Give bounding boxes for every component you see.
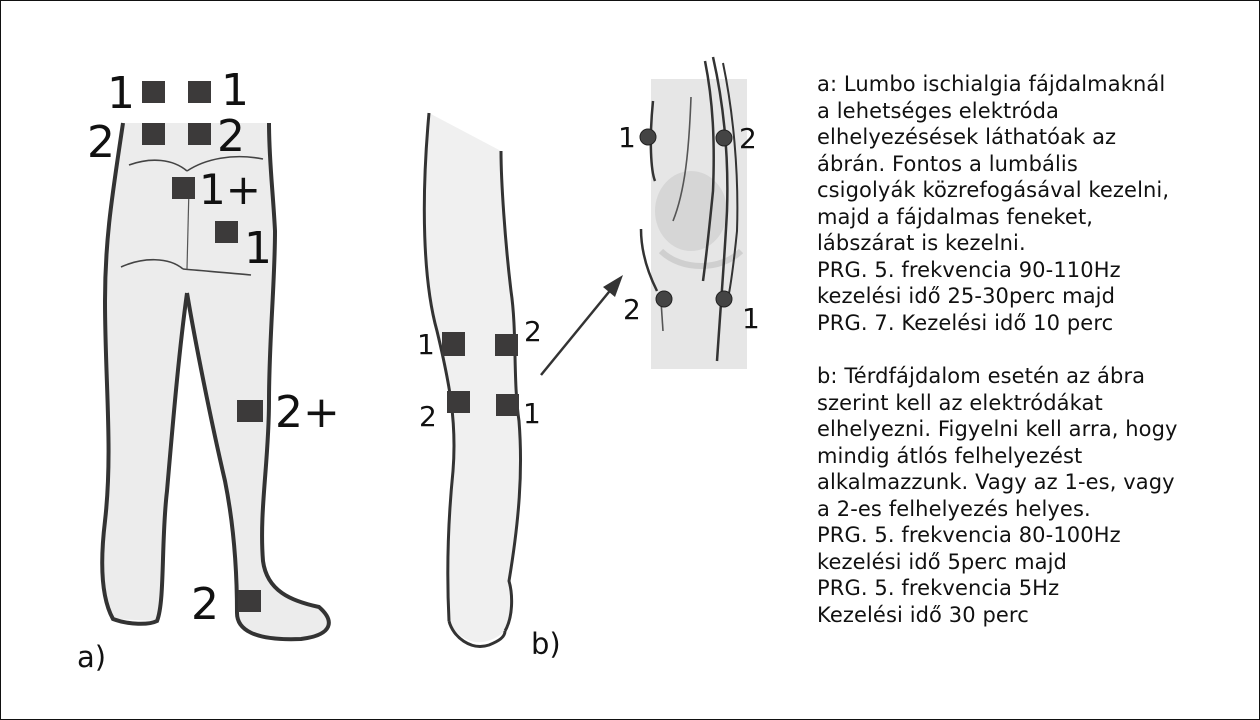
marker-label-a: 2+ <box>275 387 340 438</box>
text-line: alkalmazzunk. Vagy az 1-es, vagy <box>817 470 1175 494</box>
figure-b-leg <box>417 113 623 661</box>
knee-detail <box>618 57 760 369</box>
electrode-dot-k3 <box>656 291 672 307</box>
text-line: kezelési idő 25-30perc majd <box>817 284 1116 308</box>
electrode-pad-a2 <box>188 81 211 103</box>
text-line: a lehetséges elektróda <box>817 98 1059 123</box>
marker-label-knee: 2 <box>623 293 641 326</box>
marker-label-a: 1 <box>107 68 135 119</box>
marker-label-a: 2 <box>217 111 245 162</box>
text-line: lábszárat is kezelni. <box>817 231 1026 255</box>
electrode-pad-b3 <box>447 391 470 413</box>
text-line: mindig átlós felhelyezést <box>817 443 1083 468</box>
electrode-pad-a7 <box>237 400 263 422</box>
text-line: kezelési idő 5perc majd <box>817 549 1067 574</box>
electrode-pad-a1 <box>142 81 165 103</box>
text-line: elhelyezni. Figyelni kell arra, hogy <box>817 417 1178 441</box>
marker-label-b: 2 <box>419 400 437 433</box>
electrode-pad-b2 <box>495 334 518 356</box>
marker-label-b: 2 <box>524 315 542 348</box>
leg-b-shading <box>424 113 520 642</box>
electrode-pad-a4 <box>188 123 211 145</box>
electrode-dot-k4 <box>716 291 732 307</box>
electrode-dot-k2 <box>716 130 732 146</box>
text-line: a 2-es felhelyezés helyes. <box>817 496 1091 521</box>
electrode-pad-b4 <box>496 394 519 416</box>
marker-label-a: 2 <box>87 117 115 168</box>
marker-label-a: 1+ <box>199 165 261 214</box>
electrode-dot-k1 <box>640 129 656 145</box>
text-line: PRG. 5. frekvencia 80-100Hz <box>817 523 1121 547</box>
figure-a-legs <box>77 65 340 674</box>
marker-label-a: 1 <box>221 65 249 116</box>
marker-label-b: 1 <box>523 397 541 430</box>
electrode-pad-a3 <box>142 123 165 145</box>
description-text <box>817 71 1247 628</box>
panel-label-b: b) <box>531 627 561 661</box>
marker-label-knee: 1 <box>742 302 760 335</box>
marker-label-knee: 1 <box>618 121 636 154</box>
text-line: szerint kell az elektródákat <box>817 390 1103 415</box>
marker-label-a: 1 <box>244 223 272 274</box>
marker-label-a: 2 <box>191 579 219 630</box>
zoom-arrow <box>541 287 613 375</box>
electrode-pad-a5 <box>172 177 195 199</box>
electrode-pad-a6 <box>215 221 238 243</box>
marker-label-knee: 2 <box>739 122 757 155</box>
panel-label-a: a) <box>77 640 107 674</box>
text-line: ábrán. Fontos a lumbális <box>817 151 1078 176</box>
electrode-pad-a8 <box>238 590 261 612</box>
text-line: PRG. 7. Kezelési idő 10 perc <box>817 310 1114 335</box>
marker-label-b: 1 <box>417 328 435 361</box>
text-line: Kezelési idő 30 perc <box>817 602 1029 627</box>
paragraph-a <box>817 71 1247 336</box>
text-line: csigolyák közrefogásával kezelni, <box>817 178 1170 202</box>
text-line: a: Lumbo ischialgia fájdalmaknál <box>817 72 1166 96</box>
paragraph-gap <box>817 336 1247 363</box>
text-line: b: Térdfájdalom esetén az ábra <box>817 364 1146 388</box>
text-line: PRG. 5. frekvencia 5Hz <box>817 576 1060 600</box>
text-line: PRG. 5. frekvencia 90-110Hz <box>817 257 1121 282</box>
electrode-pad-b1 <box>442 332 465 356</box>
text-line: majd a fájdalmas feneket, <box>817 204 1094 229</box>
paragraph-b <box>817 363 1247 628</box>
text-line: elhelyezésések láthatóak az <box>817 125 1117 149</box>
patella-shape <box>655 171 727 251</box>
